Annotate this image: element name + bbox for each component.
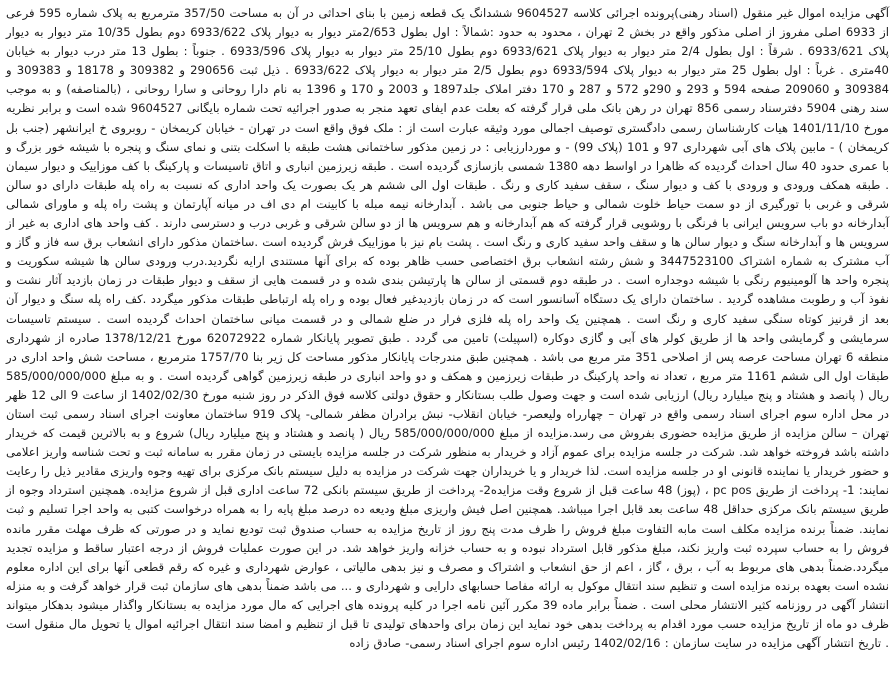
auction-notice-body: آگهی مزایده اموال غیر منقول (اسناد رهنی)پرونده اجرائی کلاسه 9604527 ششدانگ یک قطعه زمین با بنای احداثی در آن به مساحت 357/50 مترمربع به پلاک شماره 595 فرعی از 6933 اصلی مفروز از اصلی مذکور واقع در بخش 2 تهران ، محدود به حدود :شمالاً : اول بطول 2/653متر دیوار به دیوار پلاک 6933/622 دوم بطول 10/35 متر دیوار به دیوار پلاک 6933/621 . شرقاً : اول بطول 2/4 متر دیوار به دیوار پلاک 6933/621 دوم بطول 25/10 متر دیوار به دیوار پلاک 6933/596 . جنوباً : بطول 13 متر درب دیوار به خیابان 40متری . غرباً : اول بطول 25 متر دیوار به دیوار پلاک 6933/594 دوم بطول 2/5 متر دیوار به دیوار پلاک 6933/622 . ذیل ثبت 290656 و 309382 و 18178 و 309383 و 309384 و 209060 صفحه 594 و 293 و 290و 572 و 287 و 170 دفتر املاک جلد1897 و 2003 و 170 و 1396 به نام دارا روحانی و سارا روحانی ، (بالمناصفه) و به موجب سند رهنی 5904 دفترسناد رسمی 856 تهران در رهن بانک ملی قرار گرفته که بعلت عدم ایفای تعهد منجر به صدور اجرائیه تحت شماره بایگانی 9604527 شده است و برابر نظریه مورخ 1401/11/10 هیات کارشناسان رسمی دادگستری توصیف اجمالی مورد وثیقه عبارت است از : ملک فوق واقع است در تهران - خیابان کریمخان - روبروی خ ایرانشهر (جنب بل کریمخان ) - مابین پلاک های آبی شهرداری 97 و 101 (پلاک 99) - و موردارزیابی : در زمین مذکور ساختمانی هشت طبقه با اسکلت بتنی و نمای سنگ و پنجره با شیشه خور بزرگ و با عمری حدود 40 سال احداث گردیده که ظاهرا در اواسط دهه 1380 شمسی بازسازی گردیده است . طبقه زیرزمین انباری و اتاق تاسیسات و پارکینگ با کف موزاییک و دیوار سیمان . طبقه همکف ورودی و ورودی با کف و دیوار سنگ ، سقف سفید کاری و رنگ . طبقات اول الی ششم هر یک بصورت یک واحد اداری که نسبت به راه پله طبقات دارای دو سالن شرقی و غربی با تورگیری از دو سمت حیاط خلوت شمالی و حیاط جنوبی می باشد . آبدارخانه نیمه مبله با کابینت ام دی اف در میانه آپارتمان و پشت راه پله و ماورای شمالی آبدارخانه دو باب سرویس ایرانی با فرنگی با روشویی قرار گرفته که هم آبدارخانه و هم سرویس ها از دو سالن شرقی و غربی درب و دسترسی دارند . کف واحد های اداری به غیر از سرویس ها و آبدارخانه سنگ و دیوار سالن ها و سقف واحد سفید کاری و رنگ است . پشت بام نیز با موزاییک فرش گردیده است .ساختمان مذکور دارای انشعاب برق سه فاز و گاز و آب مشترک به شماره اشتراک 3447523100 و شش رشته انشعاب برق اختصاصی حسب ظاهر بوده که برای آنها مستندی ارایه نگردید.درب ورودی سالن ها شیشه سکوریت و پنجره واحد ها آلومینیوم رنگی با شیشه دوجداره است . در طبقه دوم قسمتی از سالن ها پارتیشن بندی شده و در قسمت هایی از سقف و دیوار طبقات در زمان بازدید آثار نشت و نفوذ آب و رطوبت مشاهده گردید . ساختمان دارای یک دستگاه آسانسور است که در زمان بازدیدغیر فعال بوده و راه پله ارتباطی طبقات مذکور میگردد .کف راه پله سنگ و دیوار آن بعد از قرنیز کوتاه سنگی سفید کاری و رنگ است . همچنین یک واحد راه پله فلزی فرار در ضلع شمالی و در قسمت میانی ساختمان احداث گردیده است . سیستم تاسیسات سرمایشی و گرمایشی واحد ها از طریق کولر های آبی و گازی دوکاره (اسپیلت) تامین می گردد . طبق تصویر پایانکار شماره 62072922 مورخ 1378/12/21 صادره از شهرداری منطقه 6 تهران مساحت عرصه پس از اصلاحی 351 متر مربع می باشد . همچنین طبق مندرجات پایانکار مذکور مساحت کل زیر بنا 1757/70 مترمربع ، مساحت شش واحد اداری در طبقات اول الی ششم 1161 متر مربع ، تعداد نه واحد پارکینگ در طبقات زیرزمین و همکف و دو واحد انباری در طبقه زیرزمین گواهی گردیده است . و به مبلغ 585/000/000/000 ریال ( پانصد و هشتاد و پنج میلیارد ریال) ارزیابی شده است و جهت وصول طلب بستانکار و حقوق دولتی کلاسه فوق الذکر در روز شنبه مورخ 1402/02/30 از ساعت 9 الی 12 ظهر در محل اداره سوم اجرای اسناد رسمی واقع در تهران – چهارراه ولیعصر- خیابان انقلاب- نبش برادران مظفر شمالی- پلاک 919 ساختمان معاونت اجرای اسناد رسمی ثبت استان تهران – سالن مزایده از طریق مزایده حضوری بفروش می رسد.مزایده از مبلغ 585/000/000/000 ریال ( پانصد و هشتاد و پنج میلیارد ریال) شروع و به بالاترین قیمت که خریدار داشته باشد فروخته خواهد شد. شرکت در جلسه مزایده برای عموم آزاد و خریدار به منظور شرکت در جلسه مزایده بایستی در زمان مقرر به سامانه ثبت و تحت شناسه واریز اعلامی و حضور خریدار یا نماینده قانونی او در جلسه مزایده است. لذا خریدار و یا خریداران جهت شرکت در مزایده به دلیل سیستم بانک مرکزی برای تهیه وجوه واریزی مقادیر ذیل را رعایت نمایند: 1- پرداخت از طریق pc pos ، (پوز) 48 ساعت قبل از شروع وقت مزایده2- پرداخت از طریق سیستم بانکی 72 ساعت اداری قبل از شروع مزایده. همچنین استرداد وجوه از طریق سیستم بانک مرکزی حداقل 48 ساعت بعد قابل اجرا میباشد. همچنین اصل فیش واریزی مبلغ ودیعه ده درصد مبلغ پایه را به همراه درخواست کتبی به واحد اجرا تسلیم و ثبت نمایند. ضمناً برنده مزایده مکلف است مابه التفاوت مبلغ فروش را ظرف مدت پنج روز از تاریخ مزایده به حساب صندوق ثبت تودیع نماید و در صورتی که ظرف مهلت مقرر مانده فروش را به حساب سپرده ثبت واریز نکند، مبلغ مذکور قابل استرداد نبوده و به حساب خزانه واریز خواهد شد. در این صورت عملیات فروش از درجه اعتبار ساقط و مزایده تجدید میگردد.ضمناً بدهی های مربوط به آب ، برق ، گاز ، اعم از حق انشعاب و اشتراک و مصرف و نیز بدهی مالیاتی ، عوارض شهرداری و غیره که رقم قطعی آنها برای این اداره معلوم نشده است بعهده برنده مزایده است و تنظیم سند انتقال موکول به ارائه مفاصا حسابهای دارایی و شهرداری و ... می باشد ضمناً بدهی های سازمان ثبت قرار خواهد گرفت و به منزله انتشار آگهی در روزنامه کثیر الانتشار محلی است . ضمناً برابر ماده 39 مکرر آئین نامه اجرا در کلیه پرونده های اجرایی که مال مورد مزایده به بستانکار واگذار میشود بدهکار میتواند ظرف دو ماه از تاریخ مزایده حسب مورد اقدام به پرداخت بدهی خود نماید این زمان برای واحدهای تولیدی تا قبل از تنظیم و امضا سند انتقال اجرائیه اموال یا تحویل مال منقول است . تاریخ انتشار آگهی مزایده در سایت سازمان : 1402/02/16 رئیس اداره سوم اجرای اسناد رسمی- صادق زاده	[6, 6, 890, 651]
